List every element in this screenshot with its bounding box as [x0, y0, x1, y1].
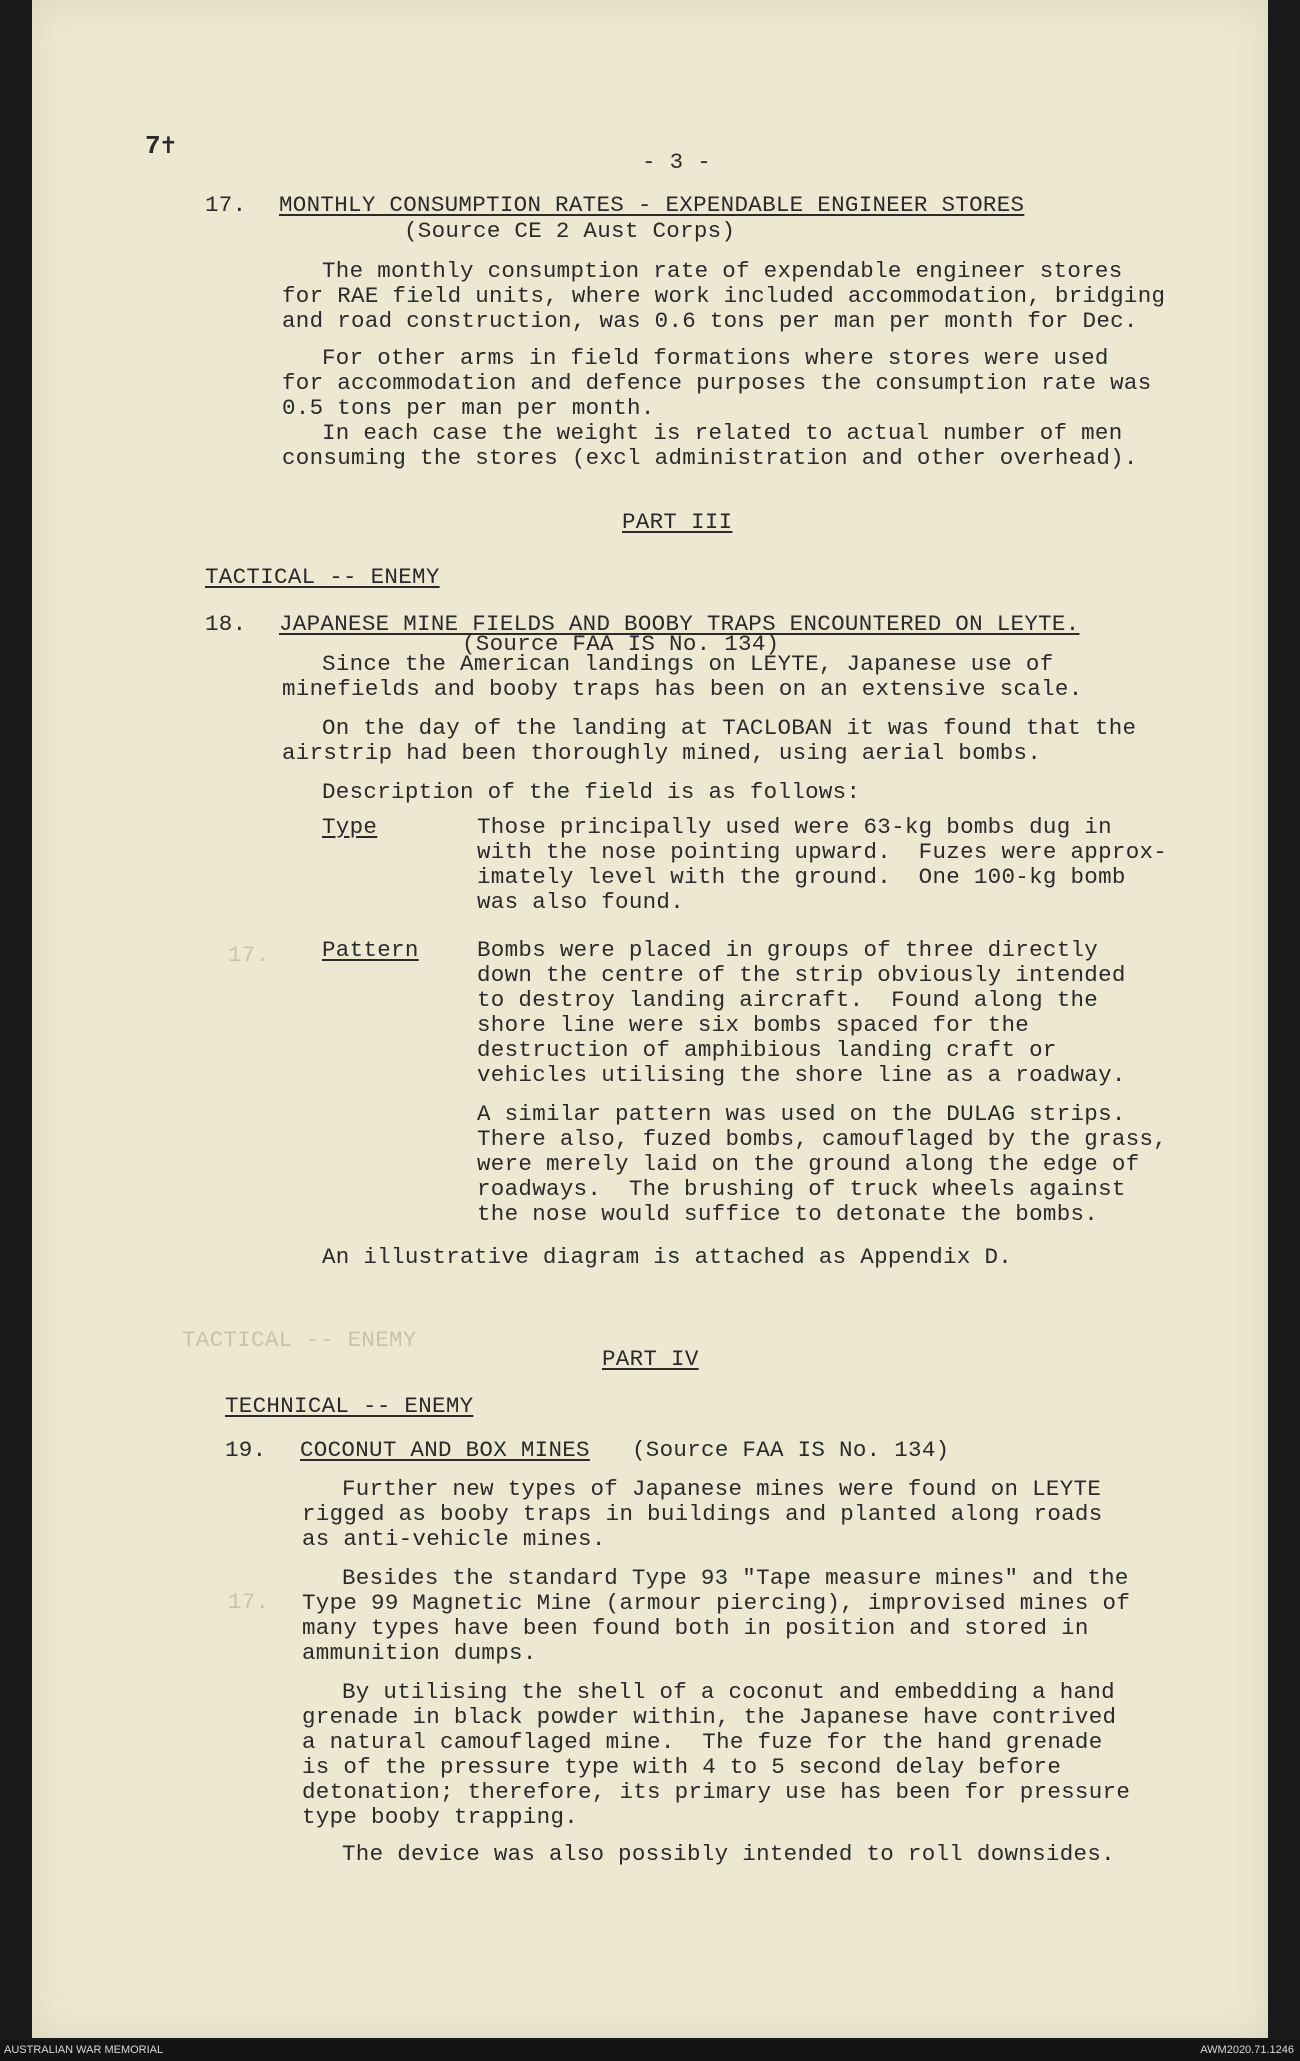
s19-p2-line2: Type 99 Magnetic Mine (armour piercing), improvised mines of [302, 1590, 1131, 1616]
s19-p3-line1: By utilising the shell of a coconut and embedding a hand [342, 1679, 1115, 1705]
corner-mark: 7✝ [145, 131, 177, 161]
pattern2-line3: were merely laid on the ground along the edge of [477, 1151, 1140, 1177]
part-iii-heading: PART III [622, 509, 733, 535]
s19-p4: The device was also possibly intended to roll downsides. [342, 1841, 1115, 1867]
footer-reference: AWM2020.71.1246 [1200, 2044, 1294, 2056]
s18-p2-line1: On the day of the landing at TACLOBAN it was found that the [322, 715, 1137, 741]
footer-institution: AUSTRALIAN WAR MEMORIAL [4, 2044, 164, 2056]
s17-p2-line1: For other arms in field formations where stores were used [322, 345, 1109, 371]
s17-p3-line2: consuming the stores (excl administration and other overhead). [282, 445, 1138, 471]
s18-p1-line1: Since the American landings on LEYTE, Japanese use of [322, 651, 1054, 677]
s19-p3-line6: type booby trapping. [302, 1804, 579, 1830]
tactical-enemy-heading: TACTICAL -- ENEMY [205, 564, 440, 590]
section-19-title: COCONUT AND BOX MINES [300, 1437, 590, 1463]
section-18-source: (Source FAA IS No. 134) [462, 631, 780, 657]
pattern2-line2: There also, fuzed bombs, camouflaged by the grass, [477, 1126, 1168, 1152]
archive-footer [0, 2040, 1300, 2061]
s17-p1-line2: for RAE field units, where work included accommodation, bridging [282, 283, 1166, 309]
part-iv-heading: PART IV [602, 1346, 699, 1372]
s19-p1-line3: as anti-vehicle mines. [302, 1526, 606, 1552]
type-label: Type [322, 814, 378, 840]
section-19-source: (Source FAA IS No. 134) [632, 1437, 950, 1463]
section-18-number: 18. [205, 611, 247, 637]
pattern2-line5: the nose would suffice to detonate the bombs. [477, 1201, 1099, 1227]
section-18-title: JAPANESE MINE FIELDS AND BOOBY TRAPS ENCOUNTERED ON LEYTE. [279, 611, 1080, 637]
pattern-label: Pattern [322, 937, 419, 963]
s19-p2-line1: Besides the standard Type 93 "Tape measure mines" and the [342, 1565, 1129, 1591]
technical-enemy-heading: TECHNICAL -- ENEMY [225, 1393, 474, 1419]
type-line4: was also found. [477, 889, 685, 915]
type-line1: Those principally used were 63-kg bombs dug in [477, 814, 1112, 840]
pattern-line3: to destroy landing aircraft. Found along the [477, 987, 1099, 1013]
s18-p2-line2: airstrip had been thoroughly mined, using aerial bombs. [282, 740, 1042, 766]
s18-p3: Description of the field is as follows: [322, 779, 861, 805]
s19-p3-line5: detonation; therefore, its primary use has been for pressure [302, 1779, 1131, 1805]
pattern-line2: down the centre of the strip obviously intended [477, 962, 1126, 988]
s19-p1-line1: Further new types of Japanese mines were found on LEYTE [342, 1476, 1102, 1502]
s18-p1-line2: minefields and booby traps has been on an extensive scale. [282, 676, 1083, 702]
section-17-title: MONTHLY CONSUMPTION RATES - EXPENDABLE ENGINEER STORES [279, 192, 1025, 218]
s19-p2-line4: ammunition dumps. [302, 1640, 537, 1666]
bleed-through-mark: TACTICAL -- ENEMY [182, 1327, 417, 1353]
s17-p1-line1: The monthly consumption rate of expendable engineer stores [322, 258, 1123, 284]
section-17-number: 17. [205, 192, 247, 218]
s17-p2-line3: 0.5 tons per man per month. [282, 395, 655, 421]
s19-p3-line3: a natural camouflaged mine. The fuze for the hand grenade [302, 1729, 1103, 1755]
pattern-line4: shore line were six bombs spaced for the [477, 1012, 1030, 1038]
pattern-line5: destruction of amphibious landing craft or [477, 1037, 1057, 1063]
pattern-line1: Bombs were placed in groups of three directly [477, 937, 1099, 963]
bleed-through-mark: 17. [228, 1589, 270, 1615]
pattern-line6: vehicles utilising the shore line as a roadway. [477, 1062, 1126, 1088]
document-page [32, 0, 1268, 2038]
page-number: - 3 - [642, 149, 712, 175]
type-line2: with the nose pointing upward. Fuzes were approx- [477, 839, 1168, 865]
appendix-note: An illustrative diagram is attached as Appendix D. [322, 1244, 1013, 1270]
bleed-through-mark: 17. [228, 942, 270, 968]
s19-p2-line3: many types have been found both in position and stored in [302, 1615, 1089, 1641]
section-17-source: (Source CE 2 Aust Corps) [404, 218, 736, 244]
pattern2-line4: roadways. The brushing of truck wheels against [477, 1176, 1126, 1202]
pattern2-line1: A similar pattern was used on the DULAG strips. [477, 1101, 1126, 1127]
s17-p1-line3: and road construction, was 0.6 tons per man per month for Dec. [282, 308, 1138, 334]
type-line3: imately level with the ground. One 100-kg bomb [477, 864, 1126, 890]
s17-p2-line2: for accommodation and defence purposes the consumption rate was [282, 370, 1152, 396]
s17-p3-line1: In each case the weight is related to actual number of men [322, 420, 1123, 446]
s19-p3-line4: is of the pressure type with 4 to 5 second delay before [302, 1754, 1062, 1780]
s19-p3-line2: grenade in black powder within, the Japanese have contrived [302, 1704, 1117, 1730]
s19-p1-line2: rigged as booby traps in buildings and planted along roads [302, 1501, 1103, 1527]
section-19-number: 19. [225, 1437, 267, 1463]
